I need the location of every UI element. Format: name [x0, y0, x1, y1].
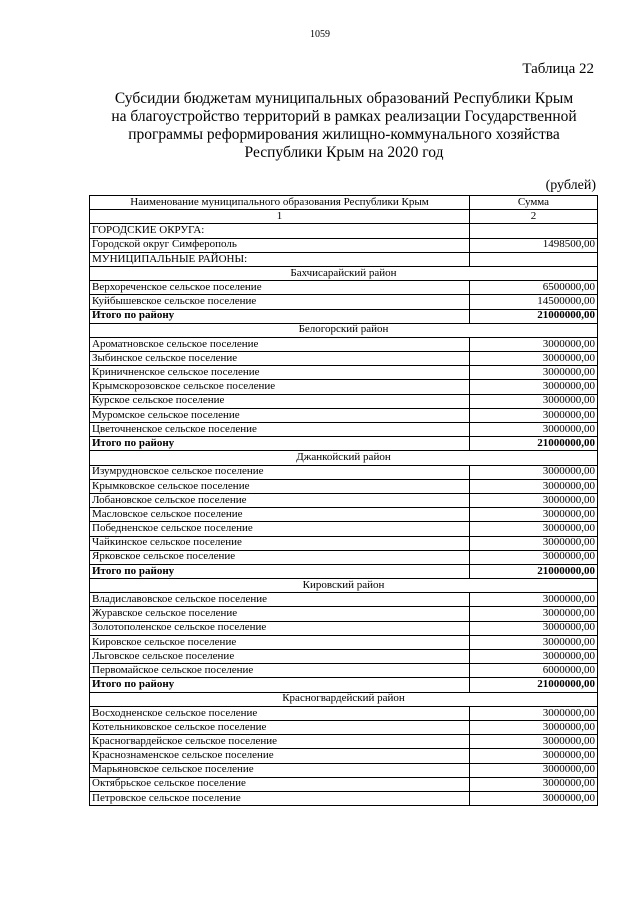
title-line: Республики Крым на 2020 год	[244, 144, 444, 161]
row-sum: 3000000,00	[470, 465, 598, 479]
row-sum: 3000000,00	[470, 735, 598, 749]
table-row	[90, 593, 598, 607]
table-row	[90, 352, 598, 366]
table-header-row	[90, 196, 598, 210]
row-name: Восходненское сельское поселение	[90, 706, 470, 720]
table-row	[90, 337, 598, 351]
total-row	[90, 437, 598, 451]
row-name: Золотополенское сельское поселение	[90, 621, 470, 635]
row-sum: 6000000,00	[470, 664, 598, 678]
row-sum	[470, 252, 598, 266]
row-name: Красногвардейское сельское поселение	[90, 735, 470, 749]
row-sum: 3000000,00	[470, 508, 598, 522]
row-name: Верхореченское сельское поселение	[90, 281, 470, 295]
row-name: Изумрудновское сельское поселение	[90, 465, 470, 479]
document-title	[90, 90, 598, 162]
row-name: Льговское сельское поселение	[90, 650, 470, 664]
group-row	[90, 252, 598, 266]
row-name: Ярковское сельское поселение	[90, 550, 470, 564]
row-sum	[470, 224, 598, 238]
district-header-row	[90, 451, 598, 465]
row-sum: 14500000,00	[470, 295, 598, 309]
table-row	[90, 791, 598, 805]
row-sum: 3000000,00	[470, 777, 598, 791]
row-sum: 6500000,00	[470, 281, 598, 295]
total-row	[90, 309, 598, 323]
table-row	[90, 735, 598, 749]
row-name: Итого по району	[90, 437, 470, 451]
row-name: Первомайское сельское поселение	[90, 664, 470, 678]
unit-label: (рублей)	[545, 178, 596, 193]
table-row	[90, 238, 598, 252]
row-sum: 3000000,00	[470, 550, 598, 564]
row-sum: 3000000,00	[470, 337, 598, 351]
table-row	[90, 706, 598, 720]
row-sum: 3000000,00	[470, 423, 598, 437]
column-number-row	[90, 210, 598, 224]
row-name: Ароматновское сельское поселение	[90, 337, 470, 351]
row-name: Итого по району	[90, 309, 470, 323]
row-sum: 3000000,00	[470, 593, 598, 607]
table-row	[90, 777, 598, 791]
page-number: 1059	[310, 29, 330, 40]
table-row	[90, 423, 598, 437]
row-sum: 3000000,00	[470, 635, 598, 649]
row-name: Цветочненское сельское поселение	[90, 423, 470, 437]
row-name: Журавское сельское поселение	[90, 607, 470, 621]
row-sum: 3000000,00	[470, 763, 598, 777]
row-sum: 3000000,00	[470, 493, 598, 507]
table-row	[90, 465, 598, 479]
column-header-name: Наименование муниципального образования Республики Крым	[90, 196, 470, 210]
district-header-row	[90, 266, 598, 280]
row-sum: 21000000,00	[470, 678, 598, 692]
table-row	[90, 408, 598, 422]
row-name: Итого по району	[90, 678, 470, 692]
row-sum: 3000000,00	[470, 749, 598, 763]
table-row	[90, 536, 598, 550]
district-header-row	[90, 692, 598, 706]
row-sum: 3000000,00	[470, 621, 598, 635]
row-sum: 21000000,00	[470, 309, 598, 323]
row-name: Крымковское сельское поселение	[90, 479, 470, 493]
district-name: Красногвардейский район	[90, 692, 598, 706]
district-name: Бахчисарайский район	[90, 266, 598, 280]
row-name: Крымскорозовское сельское поселение	[90, 380, 470, 394]
total-row	[90, 564, 598, 578]
row-name: Курское сельское поселение	[90, 394, 470, 408]
row-name: Краснознаменское сельское поселение	[90, 749, 470, 763]
row-name: Кировское сельское поселение	[90, 635, 470, 649]
row-sum: 3000000,00	[470, 706, 598, 720]
table-row	[90, 366, 598, 380]
row-sum: 3000000,00	[470, 522, 598, 536]
row-name: Лобановское сельское поселение	[90, 493, 470, 507]
row-sum: 3000000,00	[470, 650, 598, 664]
district-name: Джанкойский район	[90, 451, 598, 465]
row-name: МУНИЦИПАЛЬНЫЕ РАЙОНЫ:	[90, 252, 470, 266]
row-sum: 3000000,00	[470, 791, 598, 805]
row-sum: 3000000,00	[470, 479, 598, 493]
row-name: Зыбинское сельское поселение	[90, 352, 470, 366]
title-line: программы реформирования жилищно-коммунального хозяйства	[128, 126, 560, 143]
table-row	[90, 607, 598, 621]
row-sum: 3000000,00	[470, 380, 598, 394]
table-row	[90, 522, 598, 536]
table-row	[90, 550, 598, 564]
row-sum: 21000000,00	[470, 564, 598, 578]
row-sum: 3000000,00	[470, 352, 598, 366]
row-name: Масловское сельское поселение	[90, 508, 470, 522]
row-name: Муромское сельское поселение	[90, 408, 470, 422]
group-row	[90, 224, 598, 238]
row-sum: 3000000,00	[470, 408, 598, 422]
row-name: Марьяновское сельское поселение	[90, 763, 470, 777]
table-row	[90, 508, 598, 522]
column-number: 1	[90, 210, 470, 224]
district-header-row	[90, 579, 598, 593]
table-row	[90, 635, 598, 649]
column-number: 2	[470, 210, 598, 224]
row-name: Криничненское сельское поселение	[90, 366, 470, 380]
row-name: Итого по району	[90, 564, 470, 578]
row-sum: 3000000,00	[470, 366, 598, 380]
table-row	[90, 749, 598, 763]
column-header-sum: Сумма	[470, 196, 598, 210]
row-sum: 3000000,00	[470, 536, 598, 550]
table-row	[90, 281, 598, 295]
row-sum: 3000000,00	[470, 720, 598, 734]
table-row	[90, 394, 598, 408]
row-name: Куйбышевское сельское поселение	[90, 295, 470, 309]
row-name: Городской округ Симферополь	[90, 238, 470, 252]
row-name: Победненское сельское поселение	[90, 522, 470, 536]
table-row	[90, 479, 598, 493]
row-name: Котельниковское сельское поселение	[90, 720, 470, 734]
total-row	[90, 678, 598, 692]
table-row	[90, 720, 598, 734]
district-header-row	[90, 323, 598, 337]
row-name: Октябрьское сельское поселение	[90, 777, 470, 791]
row-sum: 3000000,00	[470, 394, 598, 408]
title-line: на благоустройство территорий в рамках реализации Государственной	[111, 108, 577, 125]
table-row	[90, 380, 598, 394]
table-label: Таблица 22	[522, 61, 594, 77]
row-name: ГОРОДСКИЕ ОКРУГА:	[90, 224, 470, 238]
row-name: Петровское сельское поселение	[90, 791, 470, 805]
table-row	[90, 295, 598, 309]
table-body	[90, 224, 598, 806]
subsidy-table	[89, 195, 598, 806]
table-row	[90, 493, 598, 507]
title-line: Субсидии бюджетам муниципальных образований Республики Крым	[114, 90, 574, 107]
row-sum: 21000000,00	[470, 437, 598, 451]
table-row	[90, 621, 598, 635]
row-name: Чайкинское сельское поселение	[90, 536, 470, 550]
row-sum: 1498500,00	[470, 238, 598, 252]
row-name: Владиславовское сельское поселение	[90, 593, 470, 607]
row-sum: 3000000,00	[470, 607, 598, 621]
table-row	[90, 664, 598, 678]
table-row	[90, 650, 598, 664]
district-name: Кировский район	[90, 579, 598, 593]
table-row	[90, 763, 598, 777]
district-name: Белогорский район	[90, 323, 598, 337]
